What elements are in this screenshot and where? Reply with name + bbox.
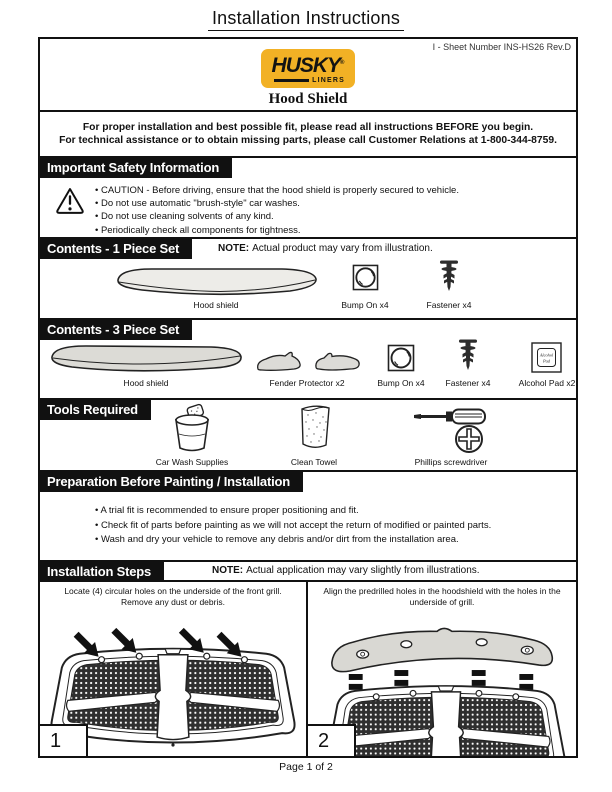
safety-bullet: • Do not use automatic "brush-style" car washes.: [95, 197, 459, 210]
steps-header-section: [40, 560, 576, 580]
intro-line-1: For proper installation and best possible fit, please read all instructions BEFORE you begin.: [82, 122, 534, 133]
main-border-box: [38, 37, 578, 758]
bump-on-label: Bump On x4: [377, 378, 425, 388]
fender-protector-label: Fender Protector x2: [269, 378, 345, 388]
alcohol-pad-label: Alcohol Pad x2: [518, 378, 576, 388]
step-panel-1: [40, 582, 308, 756]
contents-1-header-bar: Contents - 1 Piece Set: [40, 239, 192, 259]
contents-3-section: [40, 318, 576, 398]
tools-section: [40, 398, 576, 470]
step-caption: Locate (4) circular holes on the underside of the front grill. Remove any dust or debris.: [64, 586, 282, 607]
preparation-section: [40, 470, 576, 560]
logo-line: [274, 79, 309, 82]
sheet-number: I - Sheet Number INS-HS26 Rev.D: [432, 42, 571, 52]
car-wash-icon: [168, 403, 216, 455]
hood-shield-label: Hood shield: [193, 300, 239, 310]
bump-on-icon: [352, 264, 379, 291]
logo-liners-row: [274, 77, 345, 84]
registered-mark: ®: [340, 60, 345, 66]
svg-text:Pad: Pad: [543, 358, 550, 364]
alcohol-pad-icon: [531, 342, 562, 373]
grille-illustration: [320, 678, 572, 756]
safety-header-bar: Important Safety Information: [40, 158, 232, 178]
bump-on-label: Bump On x4: [341, 300, 389, 310]
intro-line-2: For technical assistance or to obtain missing parts, please call Customer Relations at 1-800-344-8759.: [59, 135, 557, 146]
contents-1-section: [40, 237, 576, 318]
preparation-bullet: • Check fit of parts before painting as we will not accept the return of modified or painted parts.: [95, 519, 491, 534]
safety-bullets: [95, 184, 459, 237]
preparation-bullet: • A trial fit is recommended to ensure proper positioning and fit.: [95, 504, 491, 519]
contents-1-note: NOTE: Actual product may vary from illustration.: [218, 243, 433, 254]
steps-header-bar: Installation Steps: [40, 562, 164, 582]
fastener-label: Fastener x4: [445, 378, 491, 388]
towel-icon: [296, 403, 334, 451]
step-number: 2: [308, 724, 356, 756]
preparation-header-bar: Preparation Before Painting / Installation: [40, 472, 303, 492]
fender-protector-icon: [254, 350, 362, 374]
safety-bullet: • Do not use cleaning solvents of any kind.: [95, 210, 459, 223]
hood-shield-icon: [46, 342, 248, 374]
screwdriver-icon: [412, 402, 490, 454]
preparation-bullets: [95, 504, 491, 548]
towel-label: Clean Towel: [290, 457, 338, 467]
step-caption: Align the predrilled holes in the hoodshield with the holes in the underside of grill.: [323, 586, 561, 607]
safety-section: [40, 156, 576, 237]
header-section: [40, 39, 576, 110]
safety-bullet: • CAUTION - Before driving, ensure that the hood shield is properly secured to vehicle.: [95, 184, 459, 197]
warning-triangle-icon: [55, 186, 85, 215]
logo-brand: HUSKY®: [271, 54, 345, 77]
logo-liners: LINERS: [312, 77, 345, 84]
bump-on-icon: [387, 344, 415, 372]
fastener-label: Fastener x4: [426, 300, 472, 310]
hood-shield-icon: [110, 263, 322, 297]
intro-section: [40, 110, 576, 156]
contents-3-header-bar: Contents - 3 Piece Set: [40, 320, 192, 340]
svg-text:Alcohol: Alcohol: [539, 352, 554, 358]
fastener-icon: [438, 259, 460, 296]
steps-note: NOTE: Actual application may vary slightly from illustrations.: [212, 565, 480, 576]
step-panel-2: [308, 582, 576, 756]
screwdriver-label: Phillips screwdriver: [414, 457, 488, 467]
car-wash-label: Car Wash Supplies: [155, 457, 229, 467]
preparation-bullet: • Wash and dry your vehicle to remove any debris and/or dirt from the installation area.: [95, 533, 491, 548]
page-title: Installation Instructions: [0, 8, 612, 31]
husky-logo: [261, 49, 355, 88]
page-footer: Page 1 of 2: [279, 761, 333, 773]
product-title: Hood Shield: [268, 91, 348, 107]
fastener-icon: [457, 338, 479, 375]
tools-header-bar: Tools Required: [40, 400, 151, 420]
safety-bullet: • Periodically check all components for tightness.: [95, 224, 459, 237]
hood-shield-label: Hood shield: [123, 378, 169, 388]
step-number: 1: [40, 724, 88, 756]
steps-section: [40, 580, 576, 756]
